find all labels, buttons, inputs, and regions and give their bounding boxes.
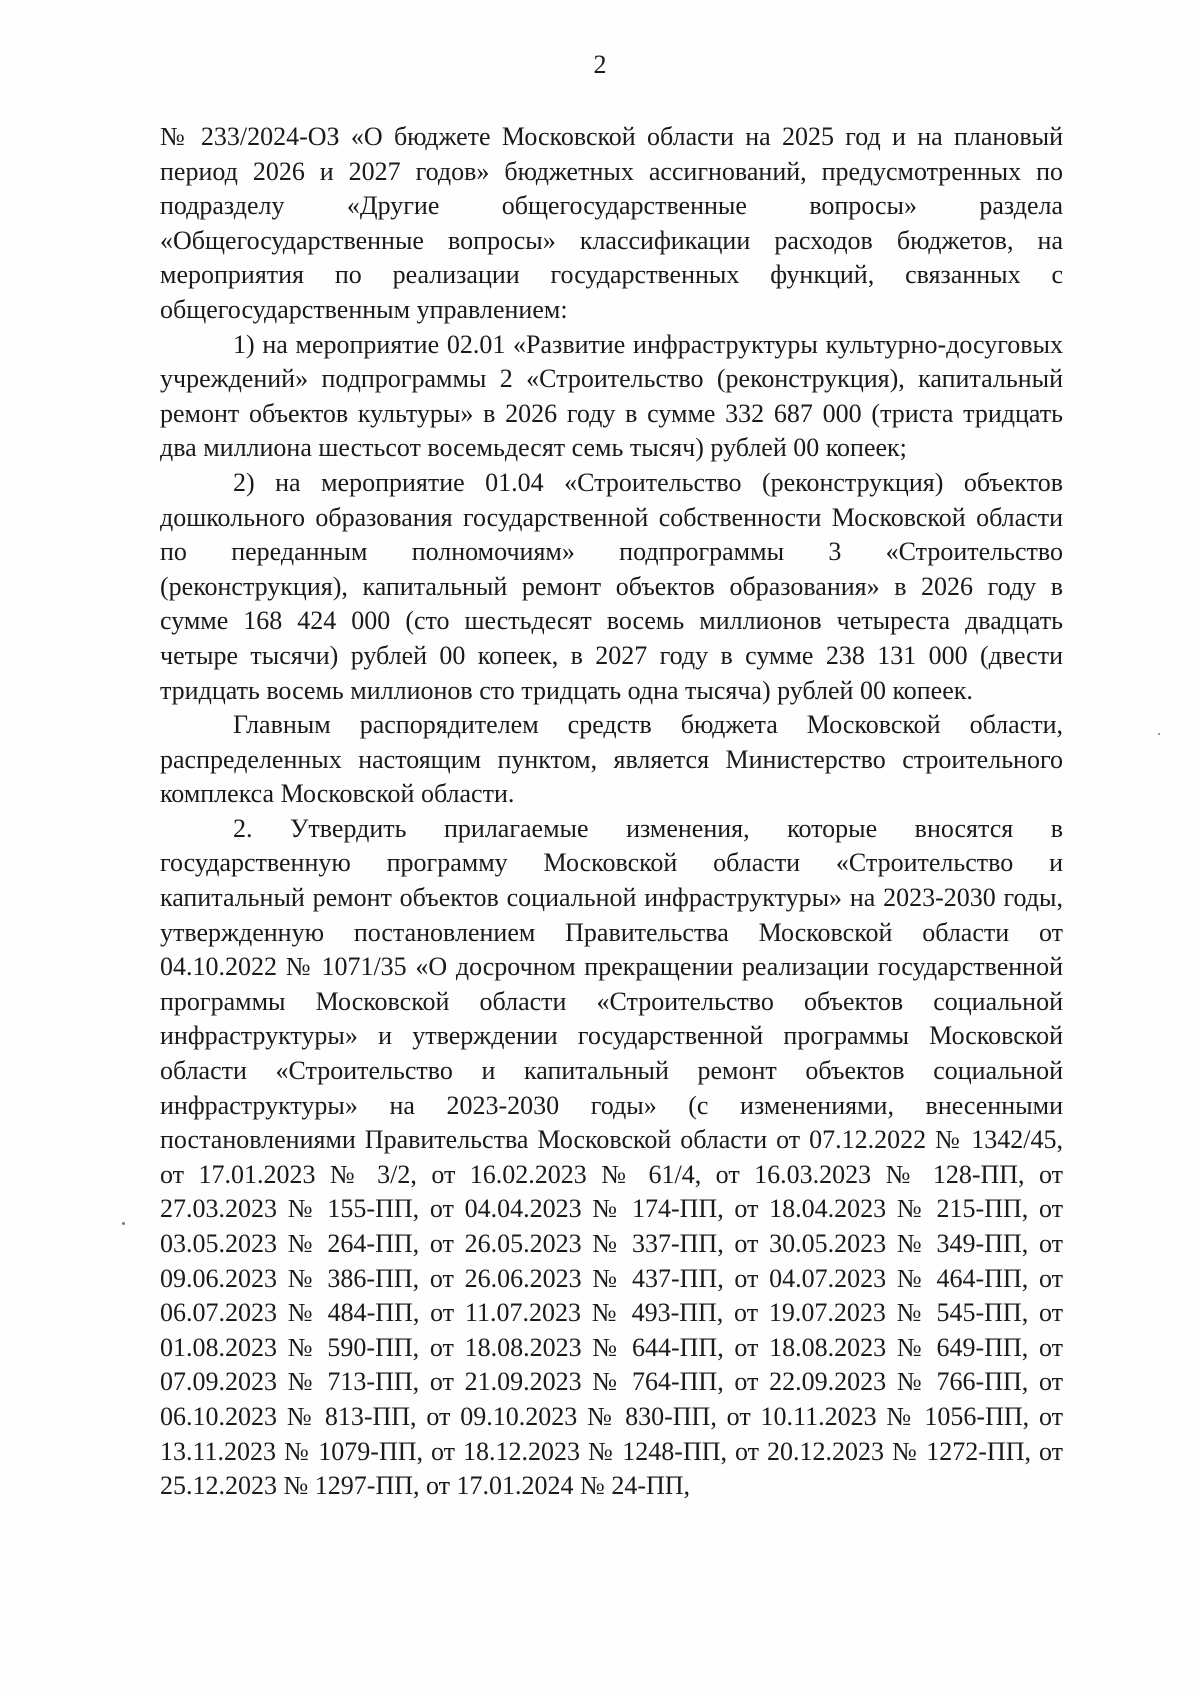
paragraph-approve-changes: 2. Утвердить прилагаемые изменения, которые вносятся в государственную программу Московской области «Строительство и капитальный ремонт объектов социальной инфраструктуры» на 2023-2030 годы, утвержденную постановлением Правительства Московской области от 04.10.2022 № 1071/35 «О досрочном прекращении реализации государственной программы Московской области «Строительство объектов социальной инфраструктуры» и утверждении государственной программы Московской области «Строительство и капитальный ремонт объектов социальной инфраструктуры» на 2023-2030 годы» (с изменениями, внесенными постановлениями Правительства Московской области от 07.12.2022 № 1342/45, от 17.01.2023 № 3/2, от 16.02.2023 № 61/4, от 16.03.2023 № 128-ПП, от 27.03.2023 № 155-ПП, от 04.04.2023 № 174-ПП, от 18.04.2023 № 215-ПП, от 03.05.2023 № 264-ПП, от 26.05.2023 № 337-ПП, от 30.05.2023 № 349-ПП, от 09.06.2023 № 386-ПП, от 26.06.2023 № 437-ПП, от 04.07.2023 № 464-ПП, от 06.07.2023 № 484-ПП, от 11.07.2023 № 493-ПП, от 19.07.2023 № 545-ПП, от 01.08.2023 № 590-ПП, от 18.08.2023 № 644-ПП, от 18.08.2023 № 649-ПП, от 07.09.2023 № 713-ПП, от 21.09.2023 № 764-ПП, от 22.09.2023 № 766-ПП, от 06.10.2023 № 813-ПП, от 09.10.2023 № 830-ПП, от 10.11.2023 № 1056-ПП, от 13.11.2023 № 1079-ПП, от 18.12.2023 № 1248-ПП, от 20.12.2023 № 1272-ПП, от 25.12.2023 № 1297-ПП, от 17.01.2024 № 24-ПП,	[160, 813, 1063, 1501]
scan-speck	[122, 1222, 125, 1225]
scan-speck	[1158, 733, 1160, 735]
paragraph-item-education: 2) на мероприятие 01.04 «Строительство (реконструкция) объектов дошкольного образования государственной собственности Московской области по переданным полномочиям» подпрограммы 3 «Строительство (реконструкция), капитальный ремонт объектов образования» в 2026 году в сумме 168 424 000 (сто шестьдесят восемь миллионов четыреста двадцать четыре тысячи) рублей 00 копеек, в 2027 году в сумме 238 131 000 (двести тридцать восемь миллионов сто тридцать одна тысяча) рублей 00 копеек.	[160, 467, 1063, 705]
page-number: 2	[593, 50, 607, 79]
document-body	[160, 120, 1063, 1504]
paragraph-chief-administrator: Главным распорядителем средств бюджета Московской области, распределенных настоящим пунктом, является Министерство строительного комплекса Московской области.	[160, 710, 1063, 809]
paragraph-budget-allocations: № 233/2024-ОЗ «О бюджете Московской области на 2025 год и на плановый период 2026 и 2027 годов» бюджетных ассигнований, предусмотренных по подразделу «Другие общегосударственные вопросы» раздела «Общегосударственные вопросы» классификации расходов бюджетов, на мероприятия по реализации государственных функций, связанных с общегосударственным управлением:	[160, 122, 1063, 324]
paragraph-item-culture: 1) на мероприятие 02.01 «Развитие инфраструктуры культурно-досуговых учреждений» подпрограммы 2 «Строительство (реконструкция), капитальный ремонт объектов культуры» в 2026 году в сумме 332 687 000 (триста тридцать два миллиона шестьсот восемьдесят семь тысяч) рублей 00 копеек;	[160, 329, 1063, 463]
